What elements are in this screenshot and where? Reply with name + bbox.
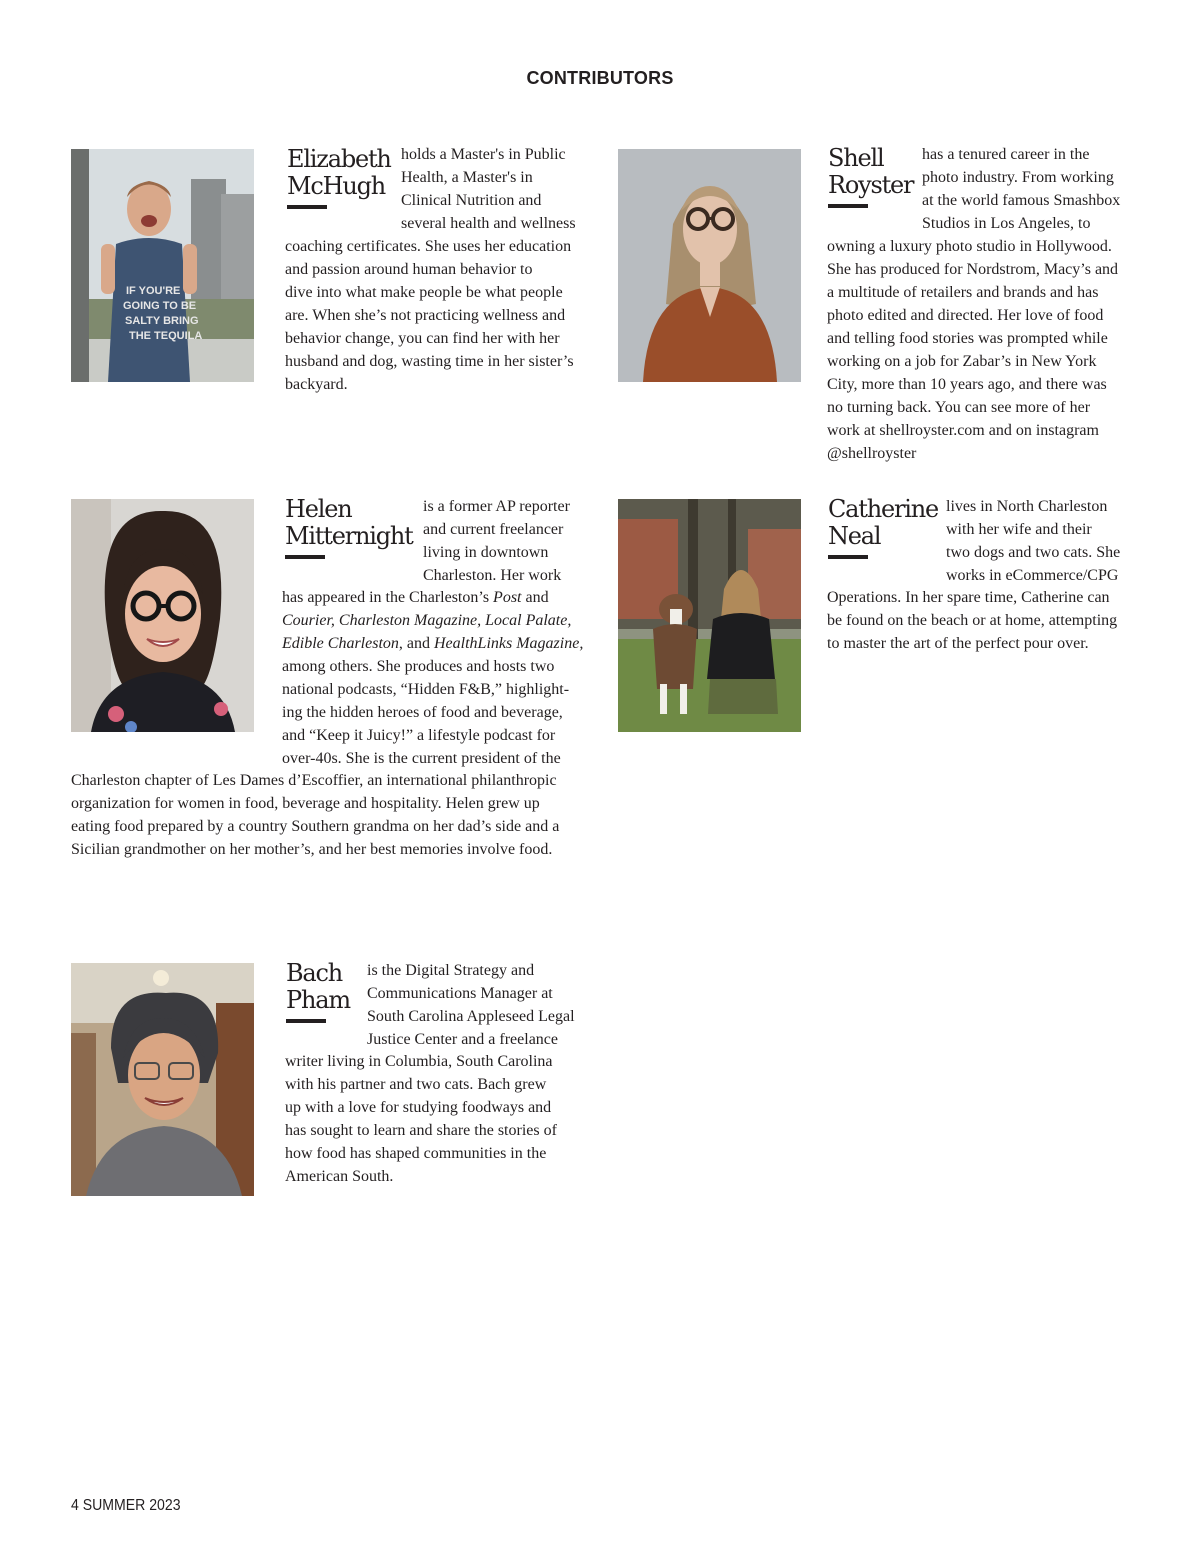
- publication-title: Post: [493, 589, 522, 606]
- publication-title: Edible Charleston: [282, 635, 399, 652]
- bio-line: photo edited and directed. Her love of food: [827, 307, 1104, 324]
- bio-line: and passion around human behavior to: [285, 261, 533, 278]
- bio-line: and “Keep it Juicy!” a lifestyle podcast for: [282, 727, 556, 744]
- contributor-photo-catherine: [618, 499, 801, 732]
- bio-line: Operations. In her spare time, Catherine can: [827, 589, 1110, 606]
- bio-line: over-40s. She is the current president of the: [282, 750, 561, 767]
- name-first: Helen: [285, 495, 352, 523]
- bio-line: among others. She produces and hosts two: [282, 658, 555, 675]
- contributor-name-bach: [286, 960, 350, 1023]
- name-last: Royster: [828, 171, 914, 199]
- bio-line: is a former AP reporter: [423, 498, 570, 515]
- name-underline: [287, 205, 327, 209]
- bio-line: Health, a Master's in: [401, 169, 533, 186]
- bio-line: She has produced for Nordstrom, Macy’s and: [827, 261, 1119, 278]
- bio-line: a multitude of retailers and brands and has: [827, 284, 1099, 301]
- bio-line: work at shellroyster.com and on instagram: [827, 422, 1099, 439]
- name-last: Mitternight: [285, 522, 413, 550]
- bio-line: works in eCommerce/CPG: [946, 567, 1119, 584]
- name-last: McHugh: [287, 172, 386, 200]
- publication-title: Courier, Charleston Magazine, Local Palate,: [282, 612, 572, 629]
- bio-line: writer living in Columbia, South Carolina: [285, 1053, 553, 1070]
- bio-line: Clinical Nutrition and: [401, 192, 542, 209]
- bio-line: American South.: [285, 1168, 394, 1185]
- contributor-name-elizabeth: [287, 146, 391, 209]
- contributor-bio-bach: [285, 1050, 557, 1188]
- name-last: Neal: [828, 522, 881, 550]
- name-underline: [828, 555, 868, 559]
- contributor-bio-elizabeth-intro: [401, 143, 576, 235]
- bio-text: has appeared in the Charleston’s: [282, 589, 494, 606]
- name-underline: [285, 555, 325, 559]
- bio-line: [282, 609, 583, 632]
- name-underline: [286, 1019, 326, 1023]
- bio-line: up with a love for studying foodways and: [285, 1099, 552, 1116]
- bio-line: at the world famous Smashbox: [922, 192, 1121, 209]
- bio-line: two dogs and two cats. She: [946, 544, 1121, 561]
- bio-line: with his partner and two cats. Bach grew: [285, 1076, 547, 1093]
- contributor-name-shell: [828, 145, 913, 208]
- contributor-photo-shell: [618, 149, 801, 382]
- contributor-bio-shell-intro: [922, 143, 1120, 235]
- shirt-text-line-1: IF YOU'RE: [126, 285, 181, 297]
- shirt-text-line-3: SALTY BRING: [125, 315, 199, 327]
- contributor-name-catherine: [828, 496, 938, 559]
- name-first: Catherine: [828, 495, 938, 523]
- bio-line: coaching certificates. She uses her education: [285, 238, 572, 255]
- shirt-text-line-4: THE TEQUILA: [129, 330, 203, 342]
- contributor-bio-shell: [827, 235, 1118, 465]
- bio-line: backyard.: [285, 376, 348, 393]
- bio-line: living in downtown: [423, 544, 549, 561]
- bio-line: is the Digital Strategy and: [367, 962, 535, 979]
- bio-line: how food has shaped communities in the: [285, 1145, 547, 1162]
- name-first: Bach: [286, 959, 343, 987]
- bio-line: behavior change, you can find her with her: [285, 330, 560, 347]
- bio-line: Sicilian grandmother on her mother’s, and her best memories involve food.: [71, 841, 553, 858]
- bio-line: owning a luxury photo studio in Hollywood.: [827, 238, 1112, 255]
- bio-line: no turning back. You can see more of her: [827, 399, 1091, 416]
- contributor-name-helen: [285, 496, 413, 559]
- bio-line: be found on the beach or at home, attempting: [827, 612, 1118, 629]
- bio-text: , and: [398, 635, 434, 652]
- publication-title: HealthLinks Magazine,: [434, 635, 584, 652]
- bio-line: lives in North Charleston: [946, 498, 1108, 515]
- contributor-bio-helen: [282, 586, 583, 770]
- bio-line: [282, 632, 583, 655]
- contributor-bio-bach-intro: [367, 959, 575, 1051]
- bio-line: national podcasts, “Hidden F&B,” highlight-: [282, 681, 570, 698]
- contributor-bio-helen-intro: [423, 495, 570, 587]
- bio-line: has a tenured career in the: [922, 146, 1090, 163]
- bio-line: South Carolina Appleseed Legal: [367, 1008, 575, 1025]
- bio-line: working on a job for Zabar’s in New York: [827, 353, 1097, 370]
- page-footer: 4 SUMMER 2023: [71, 1497, 181, 1514]
- bio-line: and current freelancer: [423, 521, 564, 538]
- name-last: Pham: [286, 986, 350, 1014]
- bio-line: Communications Manager at: [367, 985, 553, 1002]
- bio-line: and telling food stories was prompted while: [827, 330, 1108, 347]
- bio-line: are. When she’s not practicing wellness and: [285, 307, 566, 324]
- shirt-text-line-2: GOING TO BE: [123, 300, 197, 312]
- bio-line: to master the art of the perfect pour over.: [827, 635, 1089, 652]
- name-first: Shell: [828, 144, 884, 172]
- bio-text: and: [521, 589, 549, 606]
- contributor-bio-helen-continued: [71, 769, 559, 861]
- name-underline: [828, 204, 868, 208]
- bio-line: ing the hidden heroes of food and beverage,: [282, 704, 563, 721]
- bio-line: organization for women in food, beverage and hospitality. Helen grew up: [71, 795, 540, 812]
- bio-line: City, more than 10 years ago, and there was: [827, 376, 1107, 393]
- bio-line: eating food prepared by a country Southern grandma on her dad’s side and a: [71, 818, 560, 835]
- bio-line: husband and dog, wasting time in her sister’s: [285, 353, 574, 370]
- bio-line: with her wife and their: [946, 521, 1092, 538]
- bio-line: has sought to learn and share the stories of: [285, 1122, 557, 1139]
- contributor-photo-helen: [71, 499, 254, 732]
- bio-line: @shellroyster: [827, 445, 917, 462]
- bio-line: photo industry. From working: [922, 169, 1114, 186]
- bio-line: Charleston chapter of Les Dames d’Escoffier, an international philanthropic: [71, 772, 557, 789]
- contributor-bio-elizabeth: [285, 235, 574, 396]
- bio-line: several health and wellness: [401, 215, 576, 232]
- bio-line: dive into what make people be what people: [285, 284, 563, 301]
- page-title: CONTRIBUTORS: [526, 68, 674, 88]
- contributor-bio-catherine: [827, 586, 1117, 655]
- bio-line: Charleston. Her work: [423, 567, 562, 584]
- bio-line: holds a Master's in Public: [401, 146, 566, 163]
- name-first: Elizabeth: [287, 145, 391, 173]
- bio-line: Studios in Los Angeles, to: [922, 215, 1091, 232]
- contributor-bio-catherine-intro: [946, 495, 1120, 587]
- bio-line: [282, 586, 583, 609]
- contributor-photo-elizabeth: [71, 149, 254, 382]
- bio-line: Justice Center and a freelance: [367, 1031, 559, 1048]
- contributor-photo-bach: [71, 963, 254, 1196]
